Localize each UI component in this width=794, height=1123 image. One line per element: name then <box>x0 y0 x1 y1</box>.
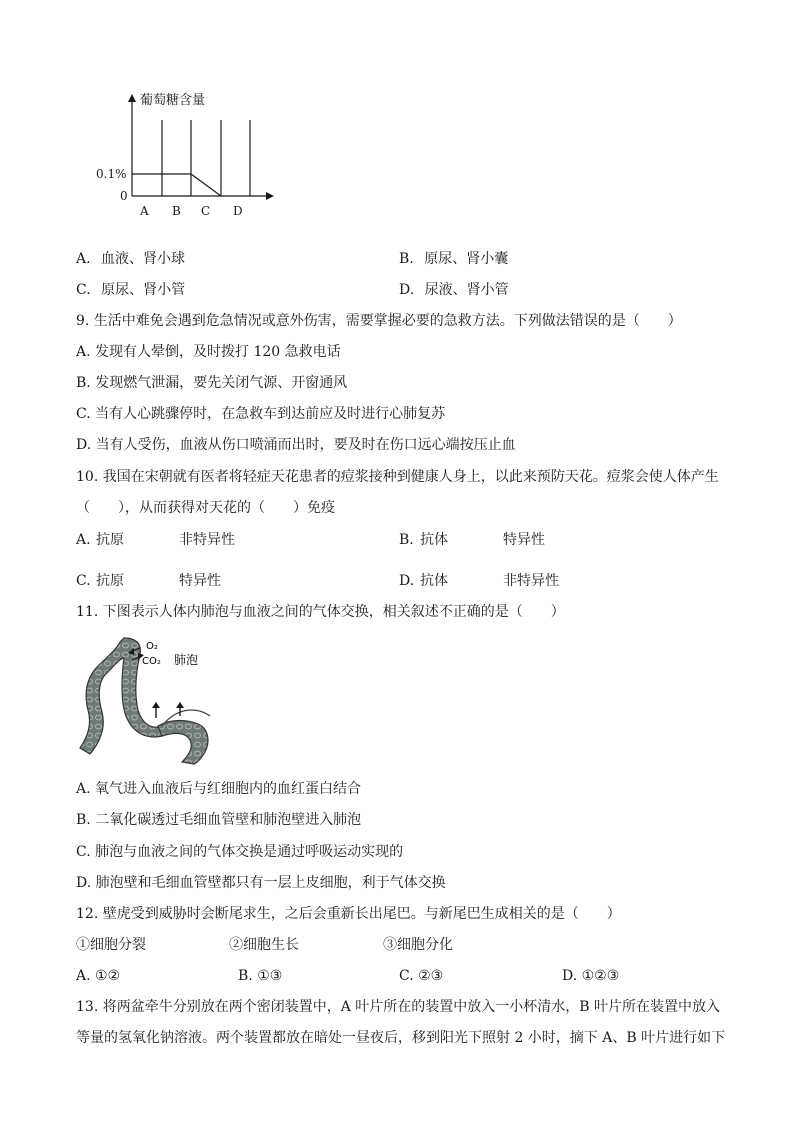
q11-option-c: C. 肺泡与血液之间的气体交换是通过呼吸运动实现的 <box>76 844 404 860</box>
q12-item-2: ②细胞生长 <box>229 937 299 953</box>
ytick-0.1: 0.1% <box>96 167 127 181</box>
q9-stem: 9. 生活中难免会遇到危急情况或意外伤害，需要掌握必要的急救方法。下列做法错误的是（ ） <box>76 313 682 329</box>
q12-item-1: ①细胞分裂 <box>76 937 146 953</box>
option-first: 抗体 <box>420 573 448 589</box>
q13-stem-line1: 13. 将两盆牵牛分别放在两个密闭装置中，A 叶片所在的装置中放入一小杯清水，B 叶片所在装置中放入 <box>76 999 721 1015</box>
option-letter: D. <box>399 282 415 298</box>
q10-option-a <box>76 531 235 549</box>
xlabel-a: A <box>140 204 149 218</box>
option-letter: B. <box>399 532 414 548</box>
q12-option-b: B. ①③ <box>238 968 283 984</box>
option-second: 非特异性 <box>503 573 559 589</box>
option-first: 抗原 <box>96 532 124 548</box>
option-letter: B. <box>399 251 414 267</box>
option-second: 非特异性 <box>179 532 235 548</box>
q8-option-c <box>76 281 185 299</box>
option-text: 原尿、肾小囊 <box>424 251 509 267</box>
option-second: 特异性 <box>503 532 545 548</box>
blood-vessel-lower <box>158 721 208 765</box>
q9-option-a: A. 发现有人晕倒，及时拨打 120 急救电话 <box>76 344 341 360</box>
option-letter: A. <box>76 532 91 548</box>
exchange-arrow-1-head <box>152 702 160 708</box>
q8-option-b <box>399 250 508 268</box>
q10-option-b <box>399 531 545 549</box>
option-second: 特异性 <box>179 573 221 589</box>
chart-ylabel: 葡萄糖含量 <box>140 93 206 108</box>
alveolus-illustration <box>76 632 216 766</box>
q9-option-d: D. 当有人受伤，血液从伤口喷涌而出时，要及时在伤口远心端按压止血 <box>76 437 516 453</box>
q11-option-b: B. 二氧化碳透过毛细血管壁和肺泡壁进入肺泡 <box>76 812 362 828</box>
q10-stem-line2: （ ），从而获得对天花的（ ）免疫 <box>76 500 335 516</box>
q12-item-3: ③细胞分化 <box>383 937 453 953</box>
q11-stem: 11. 下图表示人体内肺泡与血液之间的气体交换，相关叙述不正确的是（ ） <box>76 604 565 620</box>
ytick-0: 0 <box>120 189 128 203</box>
q10-option-c <box>76 572 221 590</box>
q9-option-b: B. 发现燃气泄漏，要先关闭气源、开窗通风 <box>76 375 348 391</box>
q13-stem-line2: 等量的氢氧化钠溶液。两个装置都放在暗处一昼夜后，移到阳光下照射 2 小时，摘下 A、B 叶片进行如下 <box>76 1030 726 1046</box>
co2-label: CO₂ <box>142 656 161 667</box>
exchange-arrow-2-head <box>176 702 184 708</box>
option-letter: A. <box>76 251 91 267</box>
x-axis-arrow <box>266 192 274 200</box>
option-letter: C. <box>76 282 91 298</box>
q12-stem: 12. 壁虎受到威胁时会断尾求生，之后会重新长出尾巴。与新尾巴生成相关的是（ ） <box>76 906 621 922</box>
series-line-glucose <box>132 174 221 196</box>
xlabel-d: D <box>233 204 243 218</box>
alveolus-label: 肺泡 <box>174 653 199 667</box>
option-first: 抗原 <box>96 573 124 589</box>
q12-option-a: A. ①② <box>76 968 121 984</box>
xlabel-b: B <box>172 204 181 218</box>
xlabel-c: C <box>201 204 211 218</box>
glucose-chart <box>90 85 290 225</box>
q9-option-c: C. 当有人心跳骤停时，在急救车到达前应及时进行心肺复苏 <box>76 406 446 422</box>
option-letter: C. <box>76 573 91 589</box>
y-axis-arrow <box>128 94 136 102</box>
q11-option-d: D. 肺泡壁和毛细血管壁都只有一层上皮细胞，利于气体交换 <box>76 875 446 891</box>
q8-option-d <box>399 281 509 299</box>
option-first: 抗体 <box>420 532 448 548</box>
q8-option-a <box>76 250 185 268</box>
q12-option-c: C. ②③ <box>399 968 444 984</box>
o2-label: O₂ <box>146 641 158 652</box>
option-letter: D. <box>399 573 415 589</box>
q10-option-d <box>399 572 559 590</box>
option-text: 原尿、肾小管 <box>101 282 186 298</box>
q12-option-d: D. ①②③ <box>562 968 620 984</box>
q11-option-a: A. 氧气进入血液后与红细胞内的血红蛋白结合 <box>76 781 362 797</box>
q10-stem-line1: 10. 我国在宋朝就有医者将轻症天花患者的痘浆接种到健康人身上，以此来预防天花。痘浆会使人体产生 <box>76 469 719 485</box>
option-text: 尿液、肾小管 <box>424 282 509 298</box>
option-text: 血液、肾小球 <box>101 251 186 267</box>
